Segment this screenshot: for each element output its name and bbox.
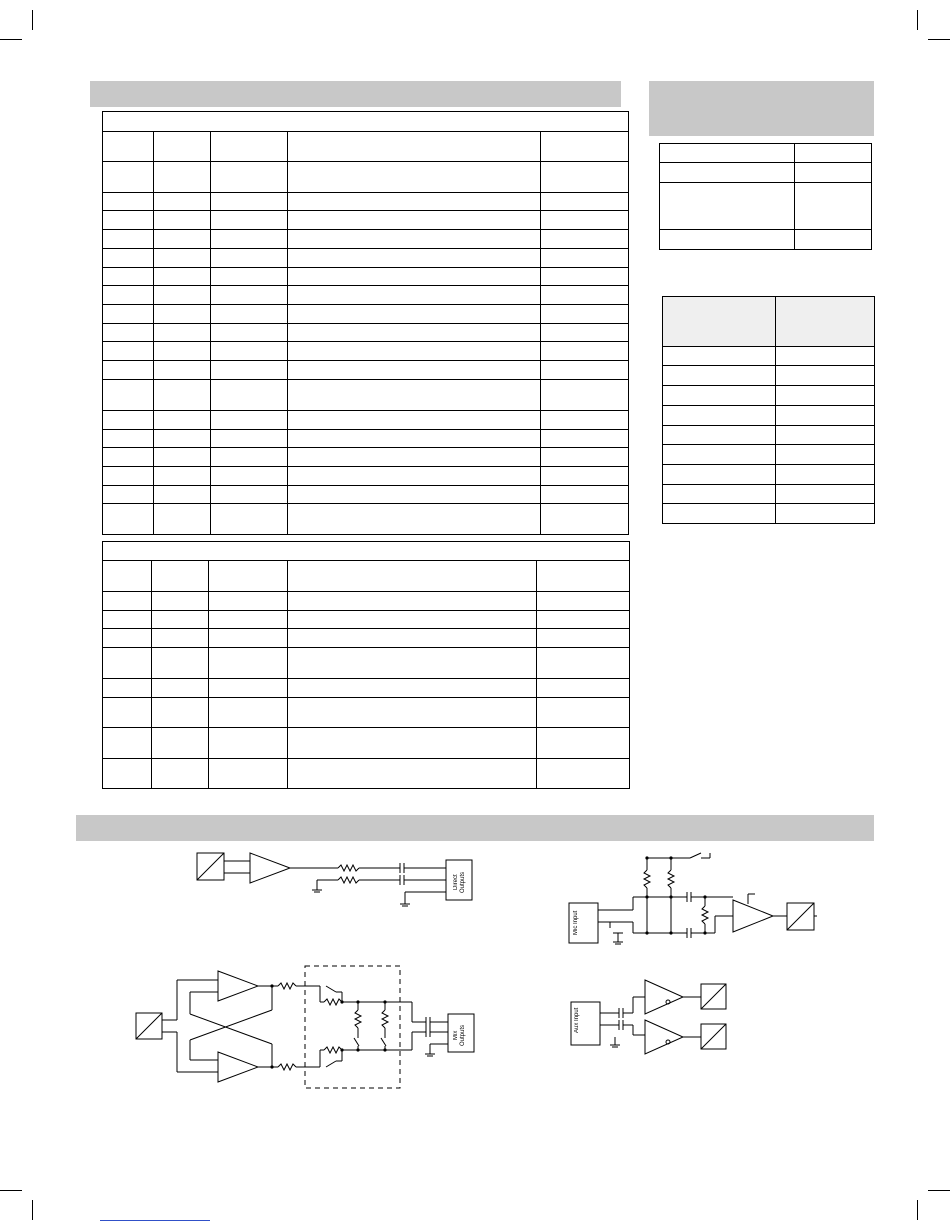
- table-row: [103, 193, 629, 211]
- table-row: [663, 347, 875, 366]
- crop-mark: [928, 39, 950, 40]
- crop-mark: [32, 1200, 33, 1220]
- table-row: [103, 342, 629, 361]
- table-row: [103, 728, 630, 759]
- crop-mark: [0, 1190, 22, 1191]
- table-row: [103, 611, 630, 629]
- mix-outputs-label: Mix Outputs: [453, 1024, 466, 1046]
- table-row: [103, 448, 629, 467]
- outputs-table: [102, 541, 630, 789]
- crop-mark: [928, 1190, 950, 1191]
- table-row: [103, 305, 629, 324]
- table-header-row: [663, 297, 875, 347]
- table-row: [103, 249, 629, 268]
- table-row: [103, 324, 629, 342]
- table-row: [103, 211, 629, 230]
- block-diagram-header: [76, 815, 874, 841]
- side-list-table: [662, 296, 875, 524]
- table-row: [103, 648, 630, 679]
- crop-mark: [32, 10, 33, 30]
- table-row: [663, 406, 875, 426]
- table-row: [103, 361, 629, 380]
- table-row: [103, 411, 629, 430]
- table-row: [103, 430, 629, 448]
- crop-mark: [0, 39, 22, 40]
- table-row: [103, 286, 629, 305]
- table-row: [103, 162, 629, 193]
- table-row: [663, 445, 875, 465]
- crop-mark: [917, 10, 918, 30]
- table-row: [103, 629, 630, 648]
- mix-outputs-diagram: [130, 960, 480, 1090]
- table-row: [660, 163, 872, 183]
- table-row: [663, 426, 875, 445]
- table-row: [103, 698, 630, 728]
- table-row: [660, 183, 872, 230]
- crop-mark: [917, 1200, 918, 1220]
- table-row: [660, 230, 872, 250]
- left-section-header: [90, 81, 621, 107]
- mic-input-diagram: [565, 848, 820, 950]
- mic-input-label: Mic Input: [573, 910, 579, 936]
- table-row: [103, 592, 630, 611]
- direct-outputs-label: Direct Outputs: [453, 871, 466, 893]
- table-row: [103, 467, 629, 486]
- table-row: [103, 561, 630, 592]
- table-row: [663, 504, 875, 524]
- table-row: [103, 380, 629, 411]
- footer-link-underline[interactable]: [100, 1220, 210, 1221]
- table-row: [663, 386, 875, 406]
- table-row: [663, 485, 875, 504]
- table-row: [103, 230, 629, 249]
- table-row: [663, 366, 875, 386]
- outputs-table-title: [103, 542, 630, 561]
- table-row: [103, 268, 629, 286]
- table-row: [103, 679, 630, 698]
- table-row: [103, 504, 629, 535]
- side-small-table: [659, 143, 872, 250]
- table-row: [103, 486, 629, 504]
- direct-outputs-diagram: [190, 848, 490, 918]
- aux-input-diagram: [565, 975, 735, 1055]
- inputs-table: [102, 111, 629, 535]
- table-row: [103, 132, 629, 162]
- table-row: [103, 759, 630, 789]
- table-row: [663, 465, 875, 485]
- right-section-header: [649, 81, 874, 136]
- aux-input-label: Aux Input: [574, 1007, 580, 1033]
- inputs-table-title: [103, 112, 629, 132]
- table-row: [660, 144, 872, 163]
